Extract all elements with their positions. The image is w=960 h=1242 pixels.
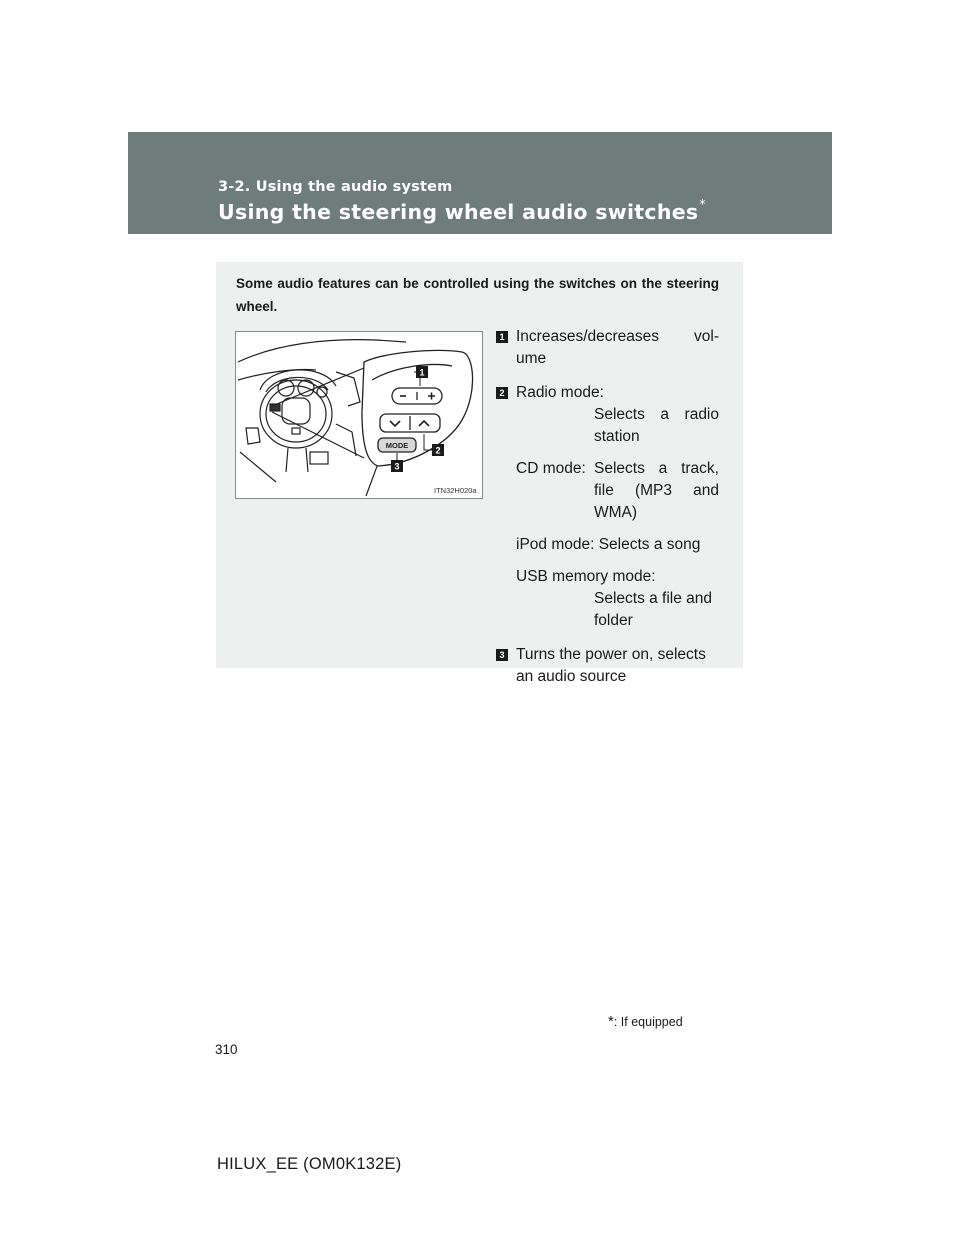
footnote [608,1013,683,1030]
figure-code: ITN32H020a [434,486,477,495]
item-number-badge: 2 [496,387,508,399]
item-text-line: an audio source [516,668,627,685]
item-number-badge: 3 [496,649,508,661]
ipod-mode-text: iPod mode: Selects a song [516,536,701,553]
list-item [496,326,719,370]
list-item [496,644,719,688]
usb-mode-label: USB memory mode: [516,568,656,585]
list-item [496,382,719,632]
item-text-line: Turns the power on, selects [516,646,706,663]
usb-mode-text: Selects a file and [594,590,713,607]
footnote-text: : If equipped [613,1015,683,1029]
item-text-line: Increases/decreases vol- [516,328,719,345]
cd-mode-row [516,458,719,524]
callout-2-badge [432,444,444,456]
page-title-text: Using the steering wheel audio switches [218,200,699,224]
section-label: 3-2. Using the audio system [218,179,453,195]
chapter-header [128,132,832,234]
mode-button-label: MODE [385,441,409,450]
footnote-mark: * [608,1013,614,1030]
usb-mode-text: folder [594,612,633,629]
steering-wheel-illustration [236,332,482,498]
svg-text:3: 3 [394,461,400,472]
svg-text:2: 2 [435,445,441,456]
page-number: 310 [215,1042,238,1057]
callout-1-badge [416,366,428,378]
steering-wheel-figure [235,331,483,499]
intro-text: Some audio features can be controlled using the switches on the steering wheel. [236,276,719,314]
content-box [216,262,743,685]
item-text-line: ume [516,350,547,367]
cd-mode-label: CD mode: [516,460,586,477]
cd-mode-text: Selects a track, file (MP3 and WMA) [594,460,719,521]
radio-mode-text: Selects a radio [594,406,719,423]
radio-mode-text: station [594,428,640,445]
radio-mode-label: Radio mode: [516,384,604,401]
item-number-badge: 1 [496,331,508,343]
document-id: HILUX_EE (OM0K132E) [217,1155,402,1173]
page-title [218,197,706,224]
switch-descriptions [496,326,719,700]
equipped-mark: * [699,197,706,211]
svg-text:1: 1 [419,367,425,378]
callout-3-badge [391,460,403,472]
